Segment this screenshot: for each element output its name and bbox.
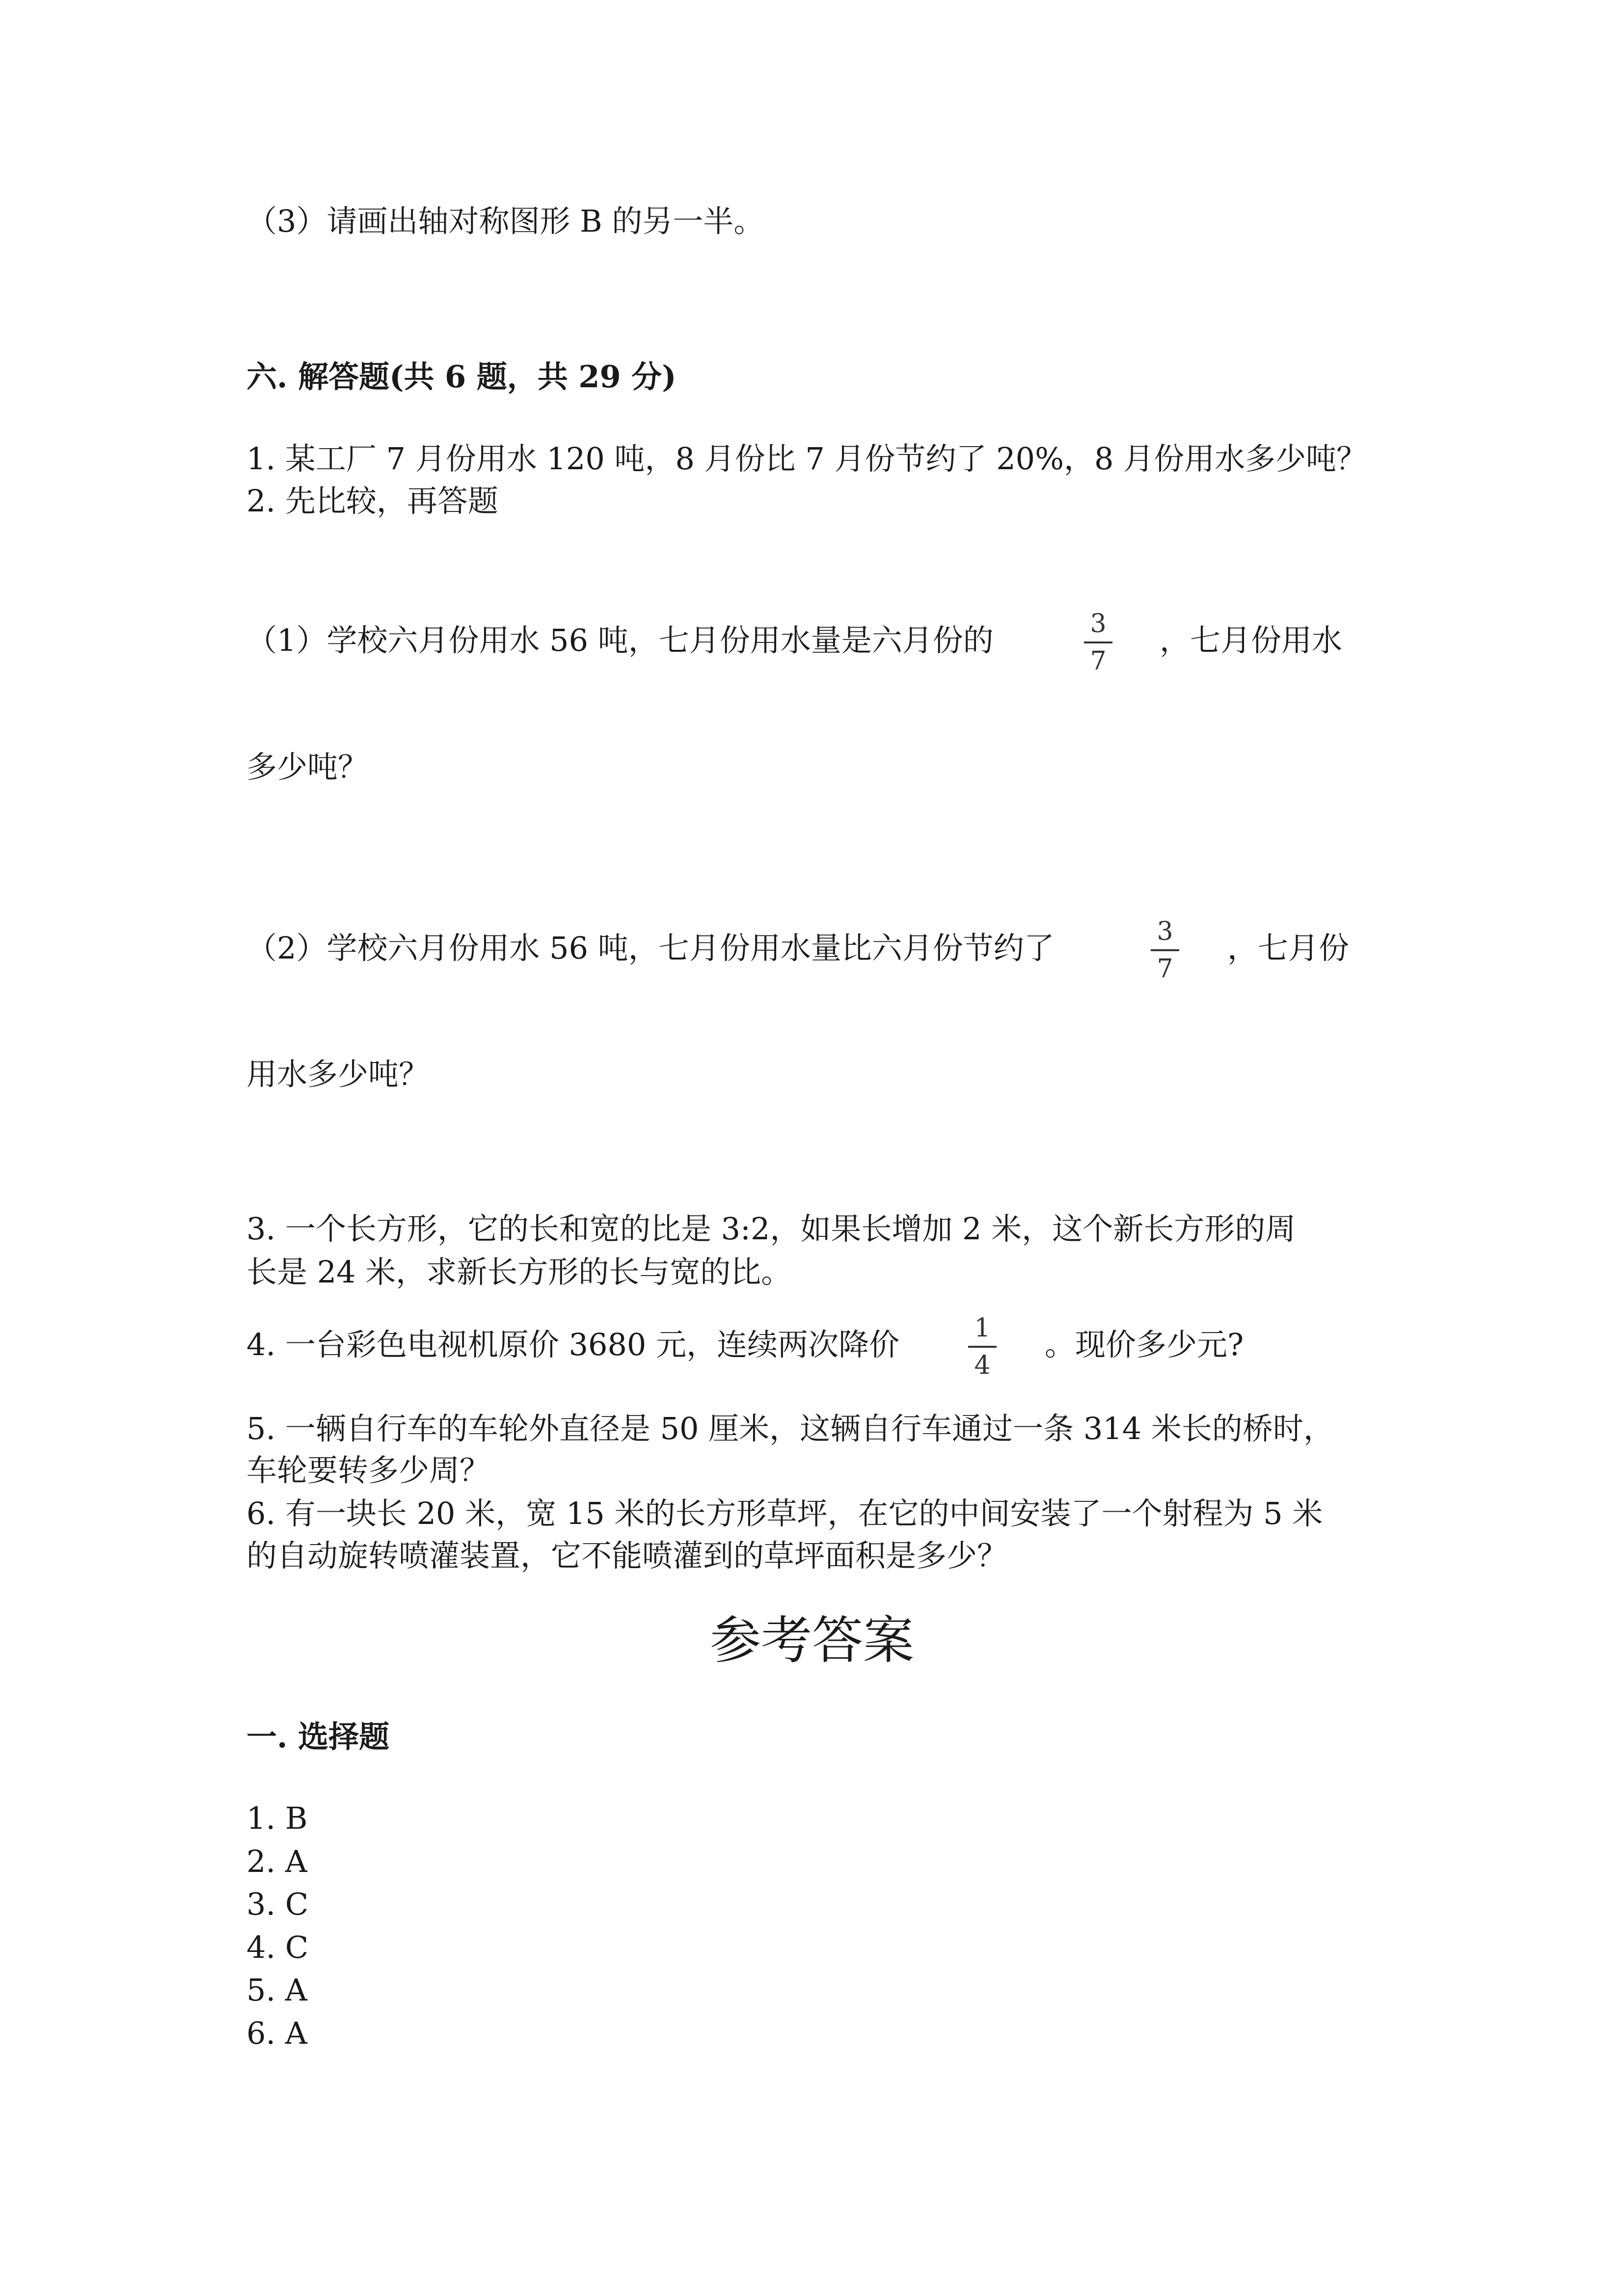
fraction-denominator: 7 bbox=[1090, 646, 1107, 676]
question-3-line1: 3. 一个长方形，它的长和宽的比是 3:2，如果长增加 2 米，这个新长方形的周 bbox=[246, 1211, 1296, 1247]
question-3-line2: 长是 24 米，求新长方形的长与宽的比。 bbox=[246, 1254, 792, 1290]
question-6-line2: 的自动旋转喷灌装置，它不能喷灌到的草坪面积是多少？ bbox=[246, 1538, 1008, 1574]
answer-item: 2. A bbox=[246, 1843, 307, 1879]
fraction-numerator: 1 bbox=[974, 1313, 991, 1343]
question-2b-continued: 用水多少吨？ bbox=[246, 1056, 430, 1092]
question-2b-text: （2）学校六月份用水 56 吨，七月份用水量比六月份节约了 bbox=[246, 930, 1055, 966]
question-2: 2. 先比较，再答题 bbox=[246, 483, 498, 519]
fraction-numerator: 3 bbox=[1090, 609, 1107, 639]
fraction-bar bbox=[968, 1346, 997, 1348]
question-2a-fraction bbox=[1081, 611, 1115, 674]
question-1: 1. 某工厂 7 月份用水 120 吨，8 月份比 7 月份节约了 20%，8 月份用水多少吨？ bbox=[246, 441, 1367, 477]
fraction-denominator: 7 bbox=[1157, 954, 1173, 984]
question-2a-continued: 多少吨？ bbox=[246, 749, 369, 785]
question-2a-text: （1）学校六月份用水 56 吨，七月份用水量是六月份的 bbox=[246, 622, 994, 658]
answer-item: 4. C bbox=[246, 1929, 309, 1965]
fraction-bar bbox=[1151, 949, 1179, 951]
answer-item: 3. C bbox=[246, 1886, 309, 1922]
fraction-denominator: 4 bbox=[974, 1351, 991, 1380]
fraction-bar bbox=[1084, 641, 1112, 643]
question-4-text-after: 。现价多少元? bbox=[1045, 1327, 1244, 1362]
answers-section1-heading: 一. 选择题 bbox=[246, 1719, 390, 1755]
answer-key-title: 参考答案 bbox=[709, 1610, 914, 1670]
question-5-line1: 5. 一辆自行车的车轮外直径是 50 厘米，这辆自行车通过一条 314 米长的桥时， bbox=[246, 1411, 1334, 1446]
question-4-fraction bbox=[965, 1315, 1000, 1378]
section6-heading: 六. 解答题(共 6 题，共 29 分) bbox=[246, 359, 677, 395]
question-4-text: 4. 一台彩色电视机原价 3680 元，连续两次降价 bbox=[246, 1327, 900, 1362]
question-5-line2: 车轮要转多少周？ bbox=[246, 1452, 490, 1488]
question-6-line1: 6. 有一块长 20 米，宽 15 米的长方形草坪，在它的中间安装了一个射程为 5 米 bbox=[246, 1495, 1323, 1531]
answer-item: 6. A bbox=[246, 2015, 307, 2051]
part3-instruction: （3）请画出轴对称图形 B 的另一半。 bbox=[246, 203, 764, 239]
answer-item: 5. A bbox=[246, 1972, 307, 2008]
question-2b-text-after: ，七月份 bbox=[1227, 930, 1350, 966]
question-2b-fraction bbox=[1148, 919, 1182, 982]
fraction-numerator: 3 bbox=[1157, 917, 1173, 946]
answer-item: 1. B bbox=[246, 1800, 308, 1836]
question-2a-text-after: ，七月份用水 bbox=[1160, 622, 1343, 658]
